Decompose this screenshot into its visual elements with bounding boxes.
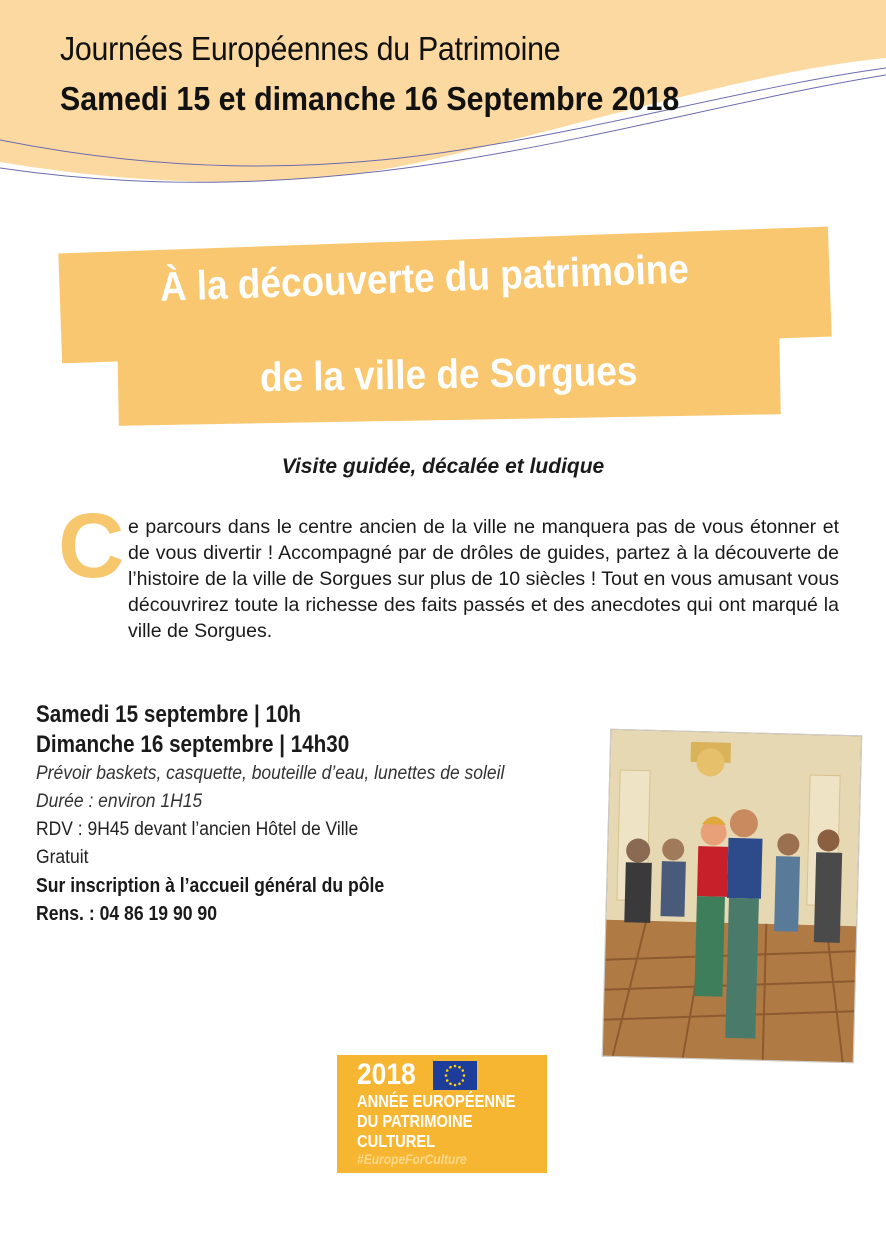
session-saturday: Samedi 15 septembre | 10h — [36, 701, 302, 728]
price-text: Gratuit — [36, 847, 89, 868]
european-year-logo — [337, 1055, 547, 1173]
advice-text: Prévoir baskets, casquette, bouteille d’eau, lunettes de soleil — [36, 763, 505, 784]
event-title: Journées Européennes du Patrimoine — [60, 30, 561, 67]
logo-line-2: DU PATRIMOINE — [357, 1111, 473, 1131]
photo-illustration — [603, 730, 861, 1062]
logo-line-3: CULTUREL — [357, 1131, 436, 1151]
contact-phone: Rens. : 04 86 19 90 90 — [36, 903, 218, 925]
drop-cap: C — [58, 495, 125, 597]
guided-tour-photo — [602, 729, 862, 1063]
logo-line-1: ANNÉE EUROPÉENNE — [357, 1091, 516, 1111]
session-sunday: Dimanche 16 septembre | 14h30 — [36, 731, 350, 758]
meeting-point: RDV : 9H45 devant l’ancien Hôtel de Ville — [36, 819, 359, 840]
registration-text: Sur inscription à l’accueil général du pôle — [36, 875, 385, 897]
duration-text: Durée : environ 1H15 — [36, 791, 203, 812]
banner-line-2 — [117, 326, 780, 426]
banner-line-1-text: À la découverte du patrimoine — [159, 245, 690, 310]
visit-subtitle: Visite guidée, décalée et ludique — [281, 455, 605, 478]
logo-hashtag: #EuropeForCulture — [357, 1151, 467, 1167]
practical-info — [36, 700, 616, 928]
logo-year: 2018 — [357, 1058, 416, 1091]
intro-paragraph: e parcours dans le centre ancien de la ville ne manquera pas de vous étonner et de vous divertir ! Accompagné par de drôles de guides, partez à la découverte de l’histoire de la ville de Sorgues sur plus de 10 siècles ! Tout en vous amusant vous découvrirez toute la richesse des faits passés et des anecdotes qui ont marqué la ville de Sorgues. — [128, 516, 839, 642]
event-dates: Samedi 15 et dimanche 16 Septembre 2018 — [60, 80, 680, 117]
banner-line-2-text: de la ville de Sorgues — [259, 347, 639, 401]
eu-flag-icon — [433, 1061, 477, 1090]
